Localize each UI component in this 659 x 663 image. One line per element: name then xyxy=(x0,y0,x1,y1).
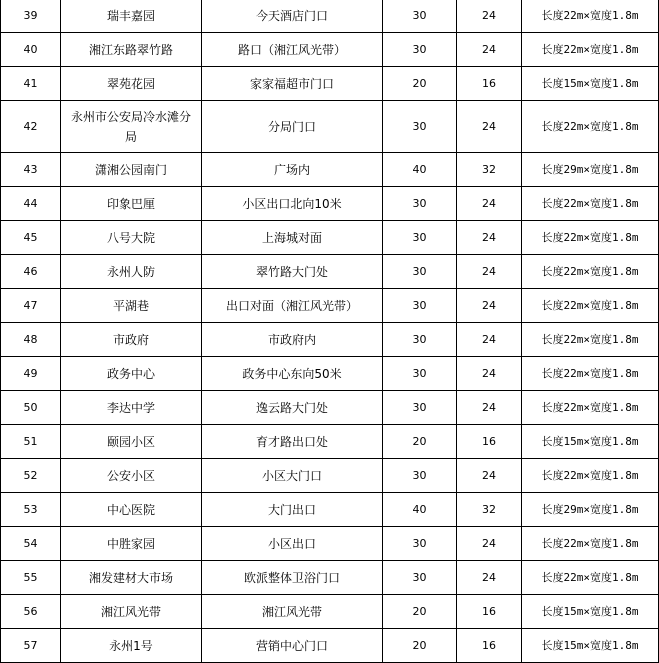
table-row xyxy=(1,595,659,629)
table-row xyxy=(1,459,659,493)
location-cell: 育才路出口处 xyxy=(202,425,383,459)
size-cell: 长度29m×宽度1.8m xyxy=(522,493,659,527)
row-number-cell: 46 xyxy=(1,255,61,289)
row-number-cell: 57 xyxy=(1,629,61,663)
count-b-cell: 24 xyxy=(457,33,522,67)
location-cell: 今天酒店门口 xyxy=(202,0,383,33)
table-body xyxy=(1,0,659,663)
table-row xyxy=(1,323,659,357)
station-name-cell: 平湖巷 xyxy=(61,289,202,323)
count-b-cell: 24 xyxy=(457,255,522,289)
location-cell: 逸云路大门处 xyxy=(202,391,383,425)
location-cell: 政务中心东向50米 xyxy=(202,357,383,391)
station-name-cell: 潇湘公园南门 xyxy=(61,153,202,187)
count-a-cell: 30 xyxy=(383,357,457,391)
location-cell: 营销中心门口 xyxy=(202,629,383,663)
size-cell: 长度15m×宽度1.8m xyxy=(522,425,659,459)
count-a-cell: 30 xyxy=(383,33,457,67)
size-cell: 长度22m×宽度1.8m xyxy=(522,459,659,493)
count-a-cell: 20 xyxy=(383,595,457,629)
count-a-cell: 20 xyxy=(383,67,457,101)
count-a-cell: 30 xyxy=(383,0,457,33)
row-number-cell: 47 xyxy=(1,289,61,323)
row-number-cell: 49 xyxy=(1,357,61,391)
count-a-cell: 40 xyxy=(383,153,457,187)
row-number-cell: 42 xyxy=(1,101,61,153)
location-cell: 路口（湘江风光带） xyxy=(202,33,383,67)
location-cell: 小区大门口 xyxy=(202,459,383,493)
station-name-cell: 中胜家园 xyxy=(61,527,202,561)
size-cell: 长度22m×宽度1.8m xyxy=(522,391,659,425)
size-cell: 长度22m×宽度1.8m xyxy=(522,289,659,323)
row-number-cell: 52 xyxy=(1,459,61,493)
station-name-cell: 湘江东路翠竹路 xyxy=(61,33,202,67)
table-row xyxy=(1,527,659,561)
location-cell: 分局门口 xyxy=(202,101,383,153)
table-row xyxy=(1,67,659,101)
count-a-cell: 20 xyxy=(383,425,457,459)
station-name-cell: 湘发建材大市场 xyxy=(61,561,202,595)
size-cell: 长度22m×宽度1.8m xyxy=(522,0,659,33)
station-name-cell: 政务中心 xyxy=(61,357,202,391)
count-b-cell: 24 xyxy=(457,187,522,221)
table-row xyxy=(1,561,659,595)
count-b-cell: 24 xyxy=(457,221,522,255)
row-number-cell: 51 xyxy=(1,425,61,459)
size-cell: 长度22m×宽度1.8m xyxy=(522,221,659,255)
count-a-cell: 30 xyxy=(383,187,457,221)
count-b-cell: 24 xyxy=(457,459,522,493)
size-cell: 长度22m×宽度1.8m xyxy=(522,33,659,67)
table-row xyxy=(1,101,659,153)
table-row xyxy=(1,629,659,663)
location-cell: 欧派整体卫浴门口 xyxy=(202,561,383,595)
size-cell: 长度15m×宽度1.8m xyxy=(522,629,659,663)
location-cell: 小区出口北向10米 xyxy=(202,187,383,221)
table-row xyxy=(1,493,659,527)
count-b-cell: 24 xyxy=(457,0,522,33)
table-row xyxy=(1,153,659,187)
station-name-cell: 中心医院 xyxy=(61,493,202,527)
location-cell: 小区出口 xyxy=(202,527,383,561)
row-number-cell: 50 xyxy=(1,391,61,425)
table-row xyxy=(1,255,659,289)
row-number-cell: 39 xyxy=(1,0,61,33)
location-cell: 大门出口 xyxy=(202,493,383,527)
size-cell: 长度15m×宽度1.8m xyxy=(522,595,659,629)
count-a-cell: 30 xyxy=(383,459,457,493)
station-name-cell: 永州市公安局冷水滩分局 xyxy=(61,101,202,153)
station-name-cell: 翠苑花园 xyxy=(61,67,202,101)
table-row xyxy=(1,391,659,425)
row-number-cell: 44 xyxy=(1,187,61,221)
station-name-cell: 瑞丰嘉园 xyxy=(61,0,202,33)
table-row xyxy=(1,425,659,459)
row-number-cell: 54 xyxy=(1,527,61,561)
count-b-cell: 16 xyxy=(457,425,522,459)
station-name-cell: 永州1号 xyxy=(61,629,202,663)
count-a-cell: 30 xyxy=(383,391,457,425)
station-name-cell: 颐园小区 xyxy=(61,425,202,459)
station-name-cell: 公安小区 xyxy=(61,459,202,493)
station-name-cell: 永州人防 xyxy=(61,255,202,289)
location-cell: 上海城对面 xyxy=(202,221,383,255)
size-cell: 长度22m×宽度1.8m xyxy=(522,527,659,561)
count-a-cell: 30 xyxy=(383,323,457,357)
table-row xyxy=(1,221,659,255)
row-number-cell: 45 xyxy=(1,221,61,255)
size-cell: 长度22m×宽度1.8m xyxy=(522,101,659,153)
count-b-cell: 24 xyxy=(457,561,522,595)
size-cell: 长度15m×宽度1.8m xyxy=(522,67,659,101)
count-b-cell: 32 xyxy=(457,153,522,187)
count-b-cell: 32 xyxy=(457,493,522,527)
size-cell: 长度22m×宽度1.8m xyxy=(522,187,659,221)
count-b-cell: 16 xyxy=(457,595,522,629)
location-cell: 广场内 xyxy=(202,153,383,187)
count-b-cell: 24 xyxy=(457,391,522,425)
table-row xyxy=(1,289,659,323)
location-cell: 翠竹路大门处 xyxy=(202,255,383,289)
count-a-cell: 20 xyxy=(383,629,457,663)
row-number-cell: 40 xyxy=(1,33,61,67)
table-row xyxy=(1,187,659,221)
row-number-cell: 55 xyxy=(1,561,61,595)
size-cell: 长度29m×宽度1.8m xyxy=(522,153,659,187)
row-number-cell: 48 xyxy=(1,323,61,357)
count-b-cell: 24 xyxy=(457,289,522,323)
table-row xyxy=(1,0,659,33)
count-a-cell: 30 xyxy=(383,527,457,561)
count-a-cell: 40 xyxy=(383,493,457,527)
count-b-cell: 16 xyxy=(457,629,522,663)
row-number-cell: 56 xyxy=(1,595,61,629)
location-cell: 湘江风光带 xyxy=(202,595,383,629)
table-row xyxy=(1,357,659,391)
station-name-cell: 印象巴厘 xyxy=(61,187,202,221)
station-name-cell: 市政府 xyxy=(61,323,202,357)
location-cell: 家家福超市门口 xyxy=(202,67,383,101)
station-name-cell: 湘江风光带 xyxy=(61,595,202,629)
table-row xyxy=(1,33,659,67)
count-a-cell: 30 xyxy=(383,221,457,255)
row-number-cell: 41 xyxy=(1,67,61,101)
station-name-cell: 李达中学 xyxy=(61,391,202,425)
row-number-cell: 43 xyxy=(1,153,61,187)
station-name-cell: 八号大院 xyxy=(61,221,202,255)
count-a-cell: 30 xyxy=(383,101,457,153)
row-number-cell: 53 xyxy=(1,493,61,527)
location-cell: 市政府内 xyxy=(202,323,383,357)
count-b-cell: 24 xyxy=(457,101,522,153)
count-a-cell: 30 xyxy=(383,561,457,595)
count-a-cell: 30 xyxy=(383,255,457,289)
count-b-cell: 24 xyxy=(457,357,522,391)
size-cell: 长度22m×宽度1.8m xyxy=(522,323,659,357)
count-b-cell: 24 xyxy=(457,527,522,561)
size-cell: 长度22m×宽度1.8m xyxy=(522,561,659,595)
size-cell: 长度22m×宽度1.8m xyxy=(522,357,659,391)
location-cell: 出口对面（湘江风光带） xyxy=(202,289,383,323)
count-b-cell: 16 xyxy=(457,67,522,101)
size-cell: 长度22m×宽度1.8m xyxy=(522,255,659,289)
count-a-cell: 30 xyxy=(383,289,457,323)
count-b-cell: 24 xyxy=(457,323,522,357)
